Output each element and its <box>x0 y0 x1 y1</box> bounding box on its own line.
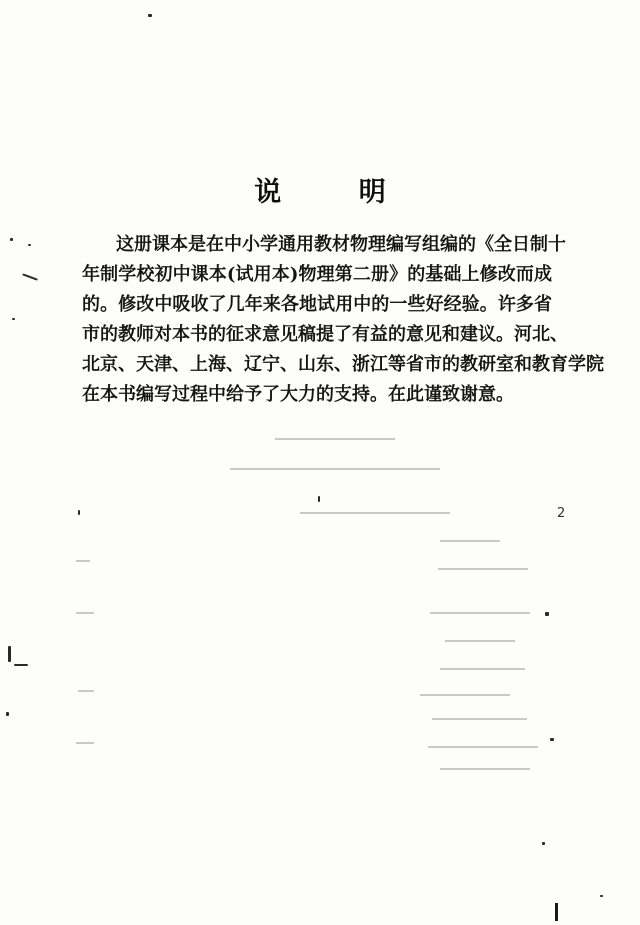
text-line: 年制学校初中课本(试用本)物理第二册》的基础上修改而成 <box>82 264 552 285</box>
scan-speck <box>600 895 603 897</box>
text-line: 的。修改中吸收了几年来各地试用中的一些好经验。许多省 <box>82 294 552 315</box>
scan-speck <box>318 496 320 502</box>
text-line: 市的教师对本书的征求意见稿提了有益的意见和建议。河北、 <box>82 324 568 345</box>
scan-speck <box>78 510 80 515</box>
scan-mark: 2 <box>557 506 566 521</box>
bleed-through <box>438 568 528 570</box>
bleed-through <box>78 690 94 692</box>
bleed-through <box>76 560 90 562</box>
scan-speck <box>28 244 31 246</box>
text-line: 北京、天津、上海、辽宁、山东、浙江等省市的教研室和教育学院 <box>82 354 604 375</box>
scan-speck <box>550 738 554 741</box>
scan-speck <box>14 664 28 666</box>
bleed-through <box>440 540 500 542</box>
text-line: 这册课本是在中小学通用教材物理编写组编的《全日制十 <box>116 234 566 255</box>
bleed-through <box>300 512 450 514</box>
bleed-through <box>440 668 525 670</box>
page-edge-mark <box>555 903 558 921</box>
bleed-through <box>76 612 94 614</box>
bleed-through <box>440 768 530 770</box>
scan-speck <box>8 646 11 662</box>
bleed-through <box>428 746 538 748</box>
bleed-through <box>432 718 527 720</box>
bleed-through <box>76 742 94 744</box>
scan-speck <box>148 14 152 17</box>
page-title: 说 明 <box>254 177 420 208</box>
scan-speck <box>6 712 9 716</box>
bleed-through <box>430 612 530 614</box>
scan-speck <box>545 612 549 616</box>
text-line: 在本书编写过程中给予了大力的支持。在此谨致谢意。 <box>82 384 514 405</box>
scan-speck <box>12 318 15 320</box>
scan-speck <box>22 273 38 280</box>
scan-speck <box>542 842 545 845</box>
bleed-through <box>445 640 515 642</box>
bleed-through <box>275 438 395 440</box>
bleed-through <box>420 694 510 696</box>
preface-text <box>82 230 604 410</box>
bleed-through <box>230 468 440 470</box>
scan-speck <box>10 238 13 241</box>
